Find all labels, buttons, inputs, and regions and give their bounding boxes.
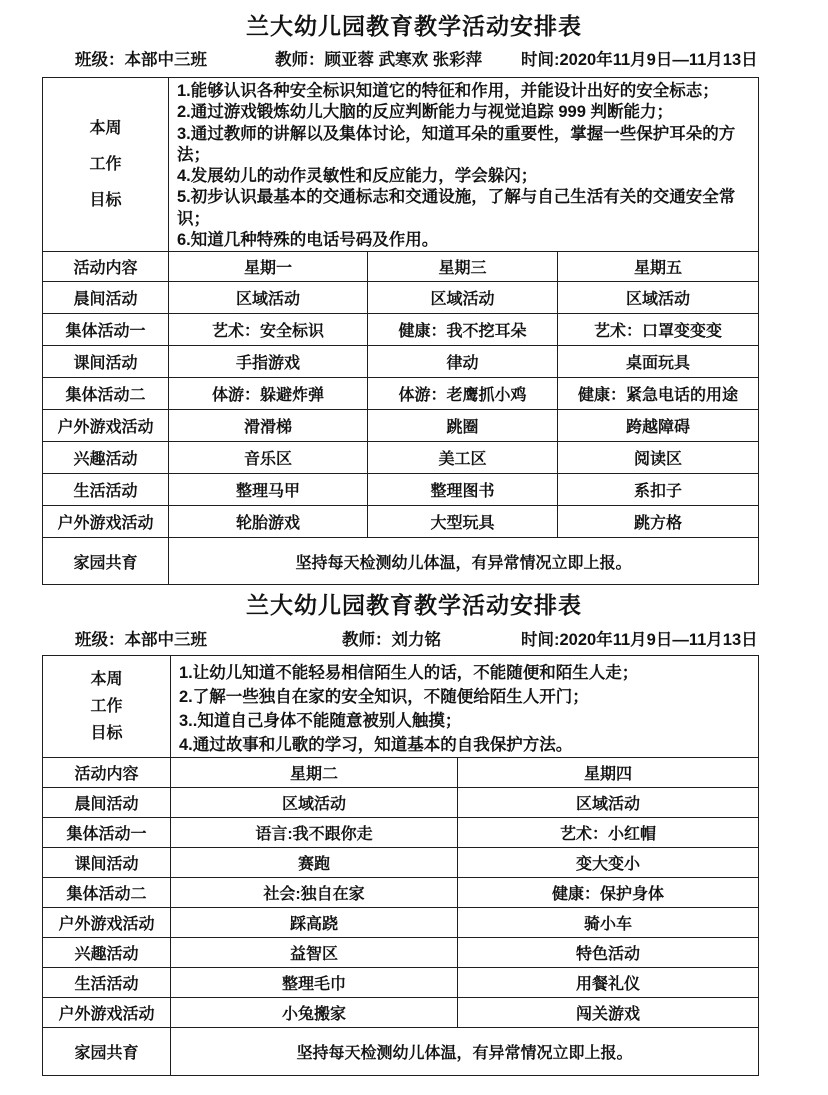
cell: 变大变小 [458, 848, 759, 878]
cell: 区域活动 [368, 282, 558, 314]
goals-list-cell [171, 656, 759, 758]
cell: 跳圈 [368, 410, 558, 442]
table-row [43, 938, 759, 968]
cell: 健康：我不挖耳朵 [368, 314, 558, 346]
cell: 区域活动 [169, 282, 368, 314]
table-row [43, 848, 759, 878]
cell: 体游：躲避炸弹 [169, 378, 368, 410]
cell: 阅读区 [558, 442, 759, 474]
class-label: 班级：本部中三班 [75, 631, 207, 649]
cell: 跳方格 [558, 506, 759, 538]
teacher-label: 教师：顾亚蓉 武寒欢 张彩萍 [275, 51, 483, 69]
table-row [43, 474, 759, 506]
goal-item: 3..知道自己身体不能随意被别人触摸； [179, 712, 462, 730]
cell: 跨越障碍 [558, 410, 759, 442]
cell: 律动 [368, 346, 558, 378]
row-label: 生活活动 [43, 968, 171, 998]
table-row [43, 968, 759, 998]
footer-note: 坚持每天检测幼儿体温，有异常情况立即上报。 [169, 538, 759, 585]
goals-header-line: 本周 [90, 671, 123, 688]
goals-header-cell [43, 656, 171, 758]
table-row [43, 282, 759, 314]
cell: 踩高跷 [171, 908, 458, 938]
cell: 特色活动 [458, 938, 759, 968]
goal-item: 1.能够认识各种安全标识知道它的特征和作用，并能设计出好的安全标志； [177, 82, 719, 100]
row-label: 家园共育 [43, 1028, 171, 1076]
table-row [43, 788, 759, 818]
schedule-title-2: 兰大幼儿园教育教学活动安排表 [246, 592, 582, 618]
cell: 整理马甲 [169, 474, 368, 506]
cell: 手指游戏 [169, 346, 368, 378]
header-cell: 星期五 [558, 252, 759, 282]
goal-item: 6.知道几种特殊的电话号码及作用。 [177, 231, 439, 250]
row-label: 课间活动 [43, 346, 169, 378]
row-label: 户外游戏活动 [43, 998, 171, 1028]
table-row [43, 346, 759, 378]
footer-row [43, 538, 759, 585]
row-label: 集体活动二 [43, 378, 169, 410]
table-header-row [43, 758, 759, 788]
cell: 滑滑梯 [169, 410, 368, 442]
cell: 大型玩具 [368, 506, 558, 538]
table-row [43, 998, 759, 1028]
header-cell: 活动内容 [43, 758, 171, 788]
cell: 轮胎游戏 [169, 506, 368, 538]
cell: 艺术：口罩变变变 [558, 314, 759, 346]
header-cell: 活动内容 [43, 252, 169, 282]
cell: 艺术：小红帽 [458, 818, 759, 848]
goals-header-line: 目标 [89, 191, 122, 209]
teacher-label: 教师：刘力铭 [342, 631, 441, 649]
goals-header-line: 工作 [89, 155, 122, 173]
time-label: 时间:2020年11月9日—11月13日 [521, 51, 758, 69]
cell: 用餐礼仪 [458, 968, 759, 998]
cell: 美工区 [368, 442, 558, 474]
row-label: 兴趣活动 [43, 938, 171, 968]
table-row [43, 314, 759, 346]
header-cell: 星期二 [171, 758, 458, 788]
schedule-title-1: 兰大幼儿园教育教学活动安排表 [246, 13, 582, 39]
cell: 区域活动 [171, 788, 458, 818]
table-row [43, 818, 759, 848]
cell: 音乐区 [169, 442, 368, 474]
time-label: 时间:2020年11月9日—11月13日 [521, 631, 758, 649]
goal-item: 4.发展幼儿的动作灵敏性和反应能力，学会躲闪； [177, 167, 538, 186]
goal-item: 2.了解一些独自在家的安全知识，不随便给陌生人开门； [179, 688, 589, 706]
row-label: 生活活动 [43, 474, 169, 506]
table-row [43, 442, 759, 474]
cell: 区域活动 [558, 282, 759, 314]
row-label: 户外游戏活动 [43, 908, 171, 938]
goals-list-cell [169, 78, 759, 252]
cell: 体游：老鹰抓小鸡 [368, 378, 558, 410]
goal-item: 2.通过游戏锻炼幼儿大脑的反应判断能力与视觉追踪 999 判断能力； [177, 103, 673, 122]
cell: 赛跑 [171, 848, 458, 878]
cell: 骑小车 [458, 908, 759, 938]
row-label: 兴趣活动 [43, 442, 169, 474]
cell: 语言:我不跟你走 [171, 818, 458, 848]
table-header-row [43, 252, 759, 282]
cell: 小兔搬家 [171, 998, 458, 1028]
row-label: 集体活动二 [43, 878, 171, 908]
footer-note: 坚持每天检测幼儿体温，有异常情况立即上报。 [171, 1028, 759, 1076]
header-cell: 星期四 [458, 758, 759, 788]
cell: 社会:独自在家 [171, 878, 458, 908]
table-row [43, 410, 759, 442]
table-row [43, 878, 759, 908]
row-label: 家园共育 [43, 538, 169, 585]
footer-row [43, 1028, 759, 1076]
goals-header-cell [43, 78, 169, 252]
cell: 艺术：安全标识 [169, 314, 368, 346]
cell: 健康：紧急电话的用途 [558, 378, 759, 410]
table-row [43, 908, 759, 938]
schedule-table-1 [42, 77, 759, 585]
class-label: 班级：本部中三班 [75, 51, 207, 69]
meta-row-1 [0, 46, 828, 68]
goal-item: 5.初步认识最基本的交通标志和交通设施，了解与自己生活有关的交通安全常识； [177, 188, 736, 228]
goal-item: 3.通过教师的讲解以及集体讨论，知道耳朵的重要性，掌握一些保护耳朵的方法； [177, 124, 736, 164]
table-row [43, 378, 759, 410]
row-label: 户外游戏活动 [43, 506, 169, 538]
row-label: 课间活动 [43, 848, 171, 878]
cell: 区域活动 [458, 788, 759, 818]
goals-header-line: 本周 [89, 119, 122, 137]
goals-header-line: 工作 [90, 698, 123, 715]
header-cell: 星期一 [169, 252, 368, 282]
goals-header-line: 目标 [90, 725, 123, 742]
meta-row-2 [0, 626, 828, 648]
row-label: 晨间活动 [43, 788, 171, 818]
row-label: 户外游戏活动 [43, 410, 169, 442]
goal-item: 1.让幼儿知道不能轻易相信陌生人的话，不能随便和陌生人走； [179, 664, 639, 682]
goals-row [43, 78, 759, 252]
cell: 益智区 [171, 938, 458, 968]
schedule-table-2 [42, 655, 759, 1076]
header-cell: 星期三 [368, 252, 558, 282]
row-label: 集体活动一 [43, 818, 171, 848]
cell: 闯关游戏 [458, 998, 759, 1028]
cell: 桌面玩具 [558, 346, 759, 378]
goal-item: 4.通过故事和儿歌的学习，知道基本的自我保护方法。 [179, 736, 573, 754]
cell: 整理毛巾 [171, 968, 458, 998]
row-label: 集体活动一 [43, 314, 169, 346]
table-row [43, 506, 759, 538]
cell: 系扣子 [558, 474, 759, 506]
row-label: 晨间活动 [43, 282, 169, 314]
cell: 整理图书 [368, 474, 558, 506]
goals-row [43, 656, 759, 758]
cell: 健康：保护身体 [458, 878, 759, 908]
